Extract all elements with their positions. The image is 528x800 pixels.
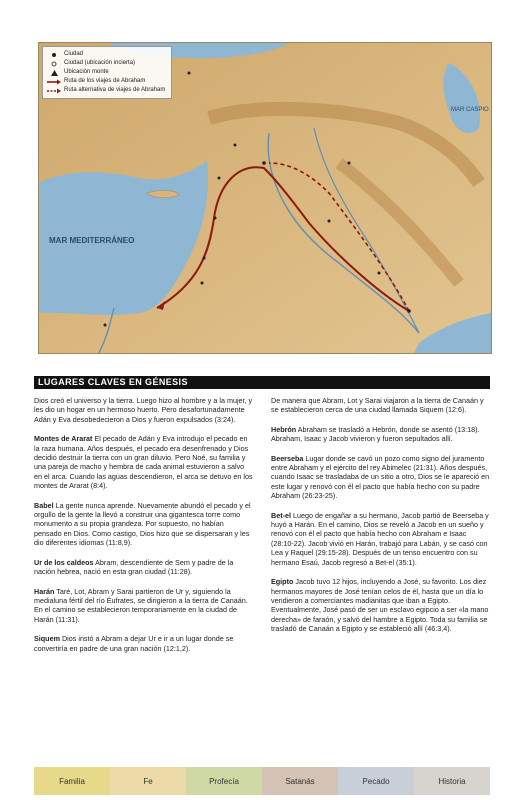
place-term: Babel <box>34 500 54 510</box>
tab-profecía[interactable]: Profecía <box>186 767 262 795</box>
uncertain-city-icon <box>47 61 61 67</box>
place-description: Luego de engañar a su hermano, Jacob partió de Beerseba y huyó a Harán. En el camino, Dios se reveló a Jacob en un sueño y renovó con él el pacto que había hecho con Abraham e Isaac (28:10-22). Jacob vivió en Harán, trabajó para Labán, y se casó con Lea y Raquel (29:15-28). Después de un tenso encuentro con su hermano Esaú, Jacob regresó a Bet-el (35:1). <box>271 510 489 567</box>
legend-row <box>47 77 167 86</box>
legend-row <box>47 68 167 77</box>
place-description: Abram, descendiente de Sem y padre de la nación hebrea, nació en esta gran ciudad (11:28). <box>34 557 234 577</box>
sea-label-caspian: MAR CASPIO <box>451 107 489 113</box>
legend-row <box>47 86 167 95</box>
place-entry <box>271 511 490 567</box>
place-term: Beerseba <box>271 453 304 463</box>
entries-right-column <box>271 396 490 758</box>
map-legend <box>42 46 172 99</box>
place-description: Jacob tuvo 12 hijos, incluyendo a José, su favorito. Los diez hermanos mayores de José tenían celos de él, hasta que un día lo vendieron a comerciantes madianitas que iban a Egipto. Eventualmente, José pasó de ser un esclavo egipcio a ser «la mano derecha» de faraón, y salvó del hambre a Egipto. Toda su familia se trasladó de Canaán a Egipto y se estableció allí (46:3,4). <box>271 577 489 634</box>
city-dot-icon <box>47 52 61 58</box>
place-description: Taré, Lot, Abram y Sarai partieron de Ur y, siguiendo la medialuna fértil del río Éufrates, se dirigieron a la tierra de Canaán. En el camino se establecieron temporariamente en la ciudad de Harán (11:31). <box>34 586 248 624</box>
alt-route-arrow-icon <box>47 88 61 94</box>
place-entry <box>34 634 253 653</box>
tab-familia[interactable]: Familia <box>34 767 110 795</box>
tab-fe[interactable]: Fe <box>110 767 186 795</box>
entries-columns <box>34 396 490 758</box>
place-entry <box>271 425 490 444</box>
place-entry <box>34 558 253 577</box>
place-description: De manera que Abram, Lot y Sarai viajaron a la tierra de Canaán y se establecieron cerca de una ciudad llamada Siquem (12:6). <box>271 396 484 415</box>
place-term: Bet-el <box>271 510 291 520</box>
legend-label: Ubicación monte <box>64 69 109 75</box>
place-term: Montes de Ararat <box>34 434 93 444</box>
place-description: Lugar donde se cavó un pozo como signo del juramento entre Abraham y el ejército del rey Abimelec (21:31). Años después, cuando Isaac se trasladaba de un sitio a otro, Dios se le apareció en este lugar y renovó con él el pacto que había hecho con su padre Abraham (26:23-25). <box>271 453 490 501</box>
legend-label: Ruta alternativa de viajes de Abraham <box>64 87 166 93</box>
category-tabs <box>34 767 490 795</box>
legend-label: Ruta de los viajes de Abraham <box>64 78 146 84</box>
place-term: Egipto <box>271 577 294 587</box>
place-entry <box>34 587 253 625</box>
place-entry <box>34 396 253 424</box>
place-term: Ur de los caldeos <box>34 557 94 567</box>
place-description: El pecado de Adán y Eva introdujo el pecado en la raza humana. Años después, el pecado era desenfrenado y Dios decidió destruir la tierra con un gran diluvio. Pero Noé, su familia y una pareja de macho y hembra de cada animal estuvieron a salvo en el arca. Cuando las aguas descendieron, el arca se detuvo en los montes de Ararat (8:4). <box>34 434 253 491</box>
section-title: LUGARES CLAVES EN GÉNESIS <box>34 376 490 389</box>
place-entry <box>271 454 490 501</box>
legend-row <box>47 59 167 68</box>
place-description: La gente nunca aprende. Nuevamente abundó el pecado y el orgullo de la gente la llevó a construir una gigantesca torre como monumento a su propia grandeza. Por supuesto, no habían pensado en Dios. Como castigo, Dios hizo que se dispersaran y les dio diferentes idiomas (11:8,9). <box>34 500 251 548</box>
sea-label-mediterranean: MAR MEDITERRÁNEO <box>49 236 135 245</box>
location-triangle-icon <box>47 70 61 76</box>
place-entry <box>271 577 490 633</box>
tab-historia[interactable]: Historia <box>414 767 490 795</box>
genesis-map <box>38 42 492 354</box>
place-description: Dios instó a Abram a dejar Ur e ir a un lugar donde se convertiría en padre de una gran nación (12:1,2). <box>34 634 234 653</box>
legend-label: Ciudad (ubicación incierta) <box>64 60 136 66</box>
place-description: Dios creó el universo y la tierra. Luego hizo al hombre y a la mujer, y les dio un hogar en un hermoso huerto. Pero desafortunadamente Adán y Eva desobedecieron a Dios y fueron expulsados (3:24). <box>34 396 253 424</box>
tab-satanás[interactable]: Satanás <box>262 767 338 795</box>
place-description: Abraham se trasladó a Hebrón, donde se asentó (13:18). Abraham, Isaac y Jacob vivieron y fueron sepultados allí. <box>271 424 480 444</box>
place-entry <box>34 501 253 548</box>
place-term: Hebrón <box>271 424 297 434</box>
place-term: Siquem <box>34 634 60 644</box>
place-term: Harán <box>34 586 55 596</box>
tab-pecado[interactable]: Pecado <box>338 767 414 795</box>
place-entry <box>271 396 490 415</box>
legend-label: Ciudad <box>64 51 84 57</box>
route-arrow-icon <box>47 79 61 85</box>
legend-row <box>47 50 167 59</box>
entries-left-column <box>34 396 253 758</box>
place-entry <box>34 434 253 490</box>
